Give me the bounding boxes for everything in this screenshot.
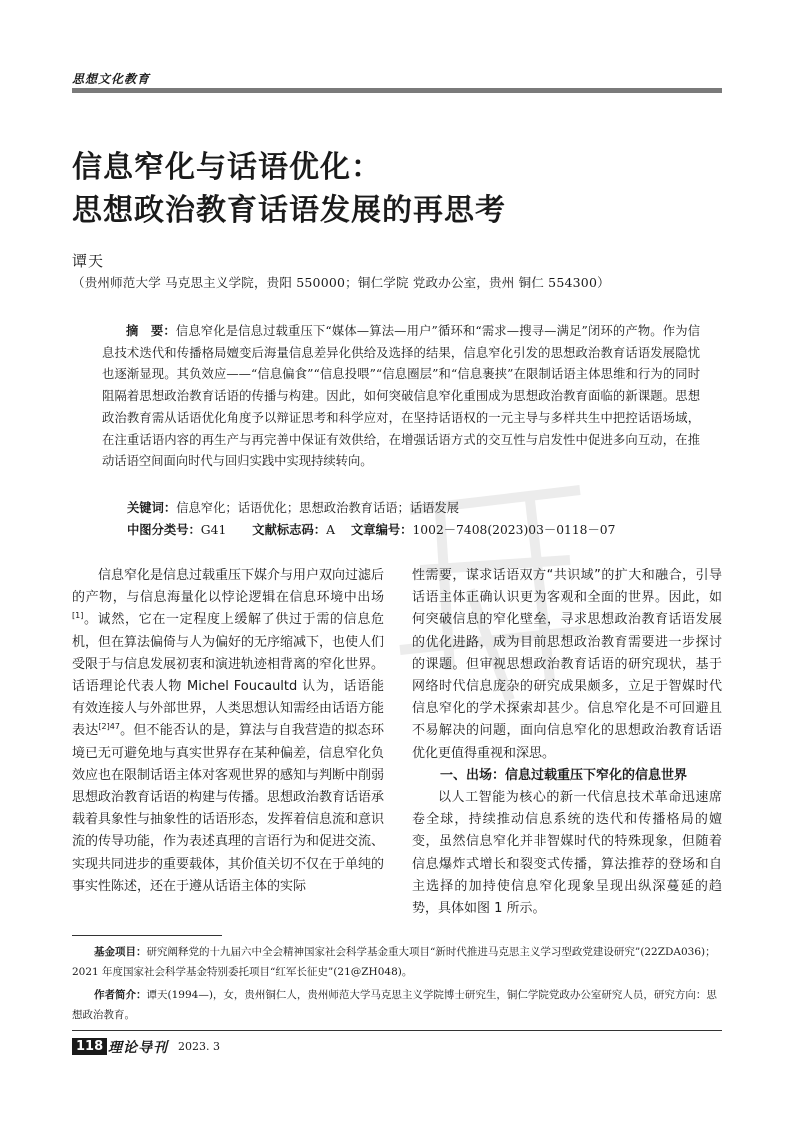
section-heading: 一、出场：信息过载重压下窄化的信息世界 bbox=[440, 767, 688, 783]
body-right-column bbox=[412, 565, 722, 920]
author-bio-label: 作者简介： bbox=[94, 989, 147, 1001]
body-text: 。但不能否认的是，算法与自我营造的拟态环境已无可避免地与真实世界存在某种偏差，信息窄化负效应也在限制话语主体对客观世界的感知与判断中削弱思想政治教育话语的构建与传播。思想政治教育话语承载着具象性与抽象性的话语形态，发挥着信息流和意识流的传导功能，作为表述真理的言语行为和促进交流、实现共同进步的重要载体，其价值关切不仅在于单纯的事实性陈述，还在于遵从话语主体的实际 bbox=[72, 723, 385, 894]
citation: [2]47 bbox=[98, 722, 120, 732]
author-note bbox=[72, 986, 722, 1025]
footnote-rule bbox=[72, 935, 222, 936]
journal-name: 理论导刊 bbox=[108, 1040, 168, 1056]
column-label: 思想文化教育 bbox=[72, 72, 151, 86]
citation: [1] bbox=[72, 611, 84, 621]
article-title-line1: 信息窄化与话语优化： bbox=[72, 150, 382, 185]
keywords-label: 关键词： bbox=[127, 501, 177, 515]
body-paragraph: 以人工智能为核心的新一代信息技术革命迅速席卷全球，持续推动信息系统的迭代和传播格局的嬗变，虽然信息窄化并非智媒时代的特殊现象，但随着信息爆炸式增长和裂变式传播，算法推荐的登场和自主选择的加持使信息窄化现象呈现出纵深蔓延的趋势，具体如图 1 所示。 bbox=[412, 790, 722, 917]
body-paragraph bbox=[72, 565, 384, 898]
abstract bbox=[102, 321, 700, 473]
fund-note bbox=[72, 943, 722, 982]
article-no-label: 文章编号： bbox=[350, 523, 413, 537]
author-name: 谭天 bbox=[72, 252, 105, 270]
page-number: 118 bbox=[72, 1038, 107, 1055]
footer-rule bbox=[72, 1030, 722, 1031]
author-affiliation: （贵州师范大学 马克思主义学院，贵阳 550000；铜仁学院 党政办公室，贵州 铜仁 554300） bbox=[72, 275, 610, 290]
article-no-value: 1002－7408(2023)03－0118－07 bbox=[412, 523, 616, 537]
abstract-label: 摘 要： bbox=[126, 324, 176, 338]
doc-code-label: 文献标志码： bbox=[252, 523, 327, 537]
keywords-text: 信息窄化；话语优化；思想政治教育话语；话语发展 bbox=[176, 501, 460, 515]
keywords bbox=[127, 498, 459, 516]
fund-text: 研究阐释党的十九届六中全会精神国家社会科学基金重大项目“新时代推进马克思主义学习型政党建设研究”(22ZDA036)；2021 年度国家社会科学基金特别委托项目“红军长征史”(21@ZH048)。 bbox=[72, 946, 716, 978]
footnotes bbox=[72, 943, 722, 1025]
classification-line bbox=[127, 520, 615, 538]
body-left-column bbox=[72, 565, 384, 898]
journal-issue: 2023. 3 bbox=[178, 1040, 220, 1053]
fund-label: 基金项目： bbox=[94, 946, 147, 958]
author-bio-text: 谭天(1994—)，女，贵州铜仁人，贵州师范大学马克思主义学院博士研究生，铜仁学院党政办公室研究人员，研究方向：思想政治教育。 bbox=[72, 989, 717, 1021]
body-text: 。诚然，它在一定程度上缓解了供过于需的信息危机，但在算法偏倚与人为偏好的无序缩减下，也使人们受限于与信息发展初衷和演进轨迹相背离的窄化世界。话语理论代表人物 Michel Foucaultd 认为，话语能有效连接人与外部世界，人类思想认知需经由话语方能表达 bbox=[72, 612, 385, 739]
body-paragraph: 性需要，谋求话语双方“共识域”的扩大和融合，引导话语主体正确认识更为客观和全面的世界。因此，如何突破信息的窄化壁垒，寻求思想政治教育话语发展的优化进路，成为目前思想政治教育需要进一步探讨的课题。但审视思想政治教育话语的研究现状，基于网络时代信息庞杂的研究成果颇多，立足于智媒时代信息窄化的学术探索却甚少。信息窄化是不可回避且不易解决的问题，面向信息窄化的思想政治教育话语优化更值得重视和深思。 bbox=[412, 568, 722, 761]
article-title-line2: 思想政治教育话语发展的再思考 bbox=[72, 193, 506, 228]
clc-value: G41 bbox=[200, 523, 227, 537]
abstract-text: 信息窄化是信息过载重压下“媒体—算法—用户”循环和“需求—搜寻—满足”闭环的产物。作为信息技术迭代和传播格局嬗变后海量信息差异化供给及选择的结果，信息窄化引发的思想政治教育话语发展隐忧也逐渐显现。其负效应——“信息偏食”“信息投喂”“信息圈层”和“信息裹挟”在限制话语主体思维和行为的同时阻隔着思想政治教育话语的传播与构建。因此，如何突破信息窄化重围成为思想政治教育面临的新课题。思想政治教育需从话语优化角度予以辩证思考和科学应对，在坚持话语权的一元主导与多样共生中把控话语场域，在注重话语内容的再生产与再完善中保证有效供给，在增强话语方式的交互性与启发性中促进多向互动，在推动话语空间面向时代与回归实践中实现持续转向。 bbox=[102, 324, 700, 469]
header-rule bbox=[72, 88, 722, 93]
doc-code-value: A bbox=[326, 523, 335, 537]
clc-label: 中图分类号： bbox=[127, 523, 201, 537]
body-text: 信息窄化是信息过载重压下媒介与用户双向过滤后的产物，与信息海量化以悖论逻辑在信息环境中出场 bbox=[72, 568, 385, 606]
